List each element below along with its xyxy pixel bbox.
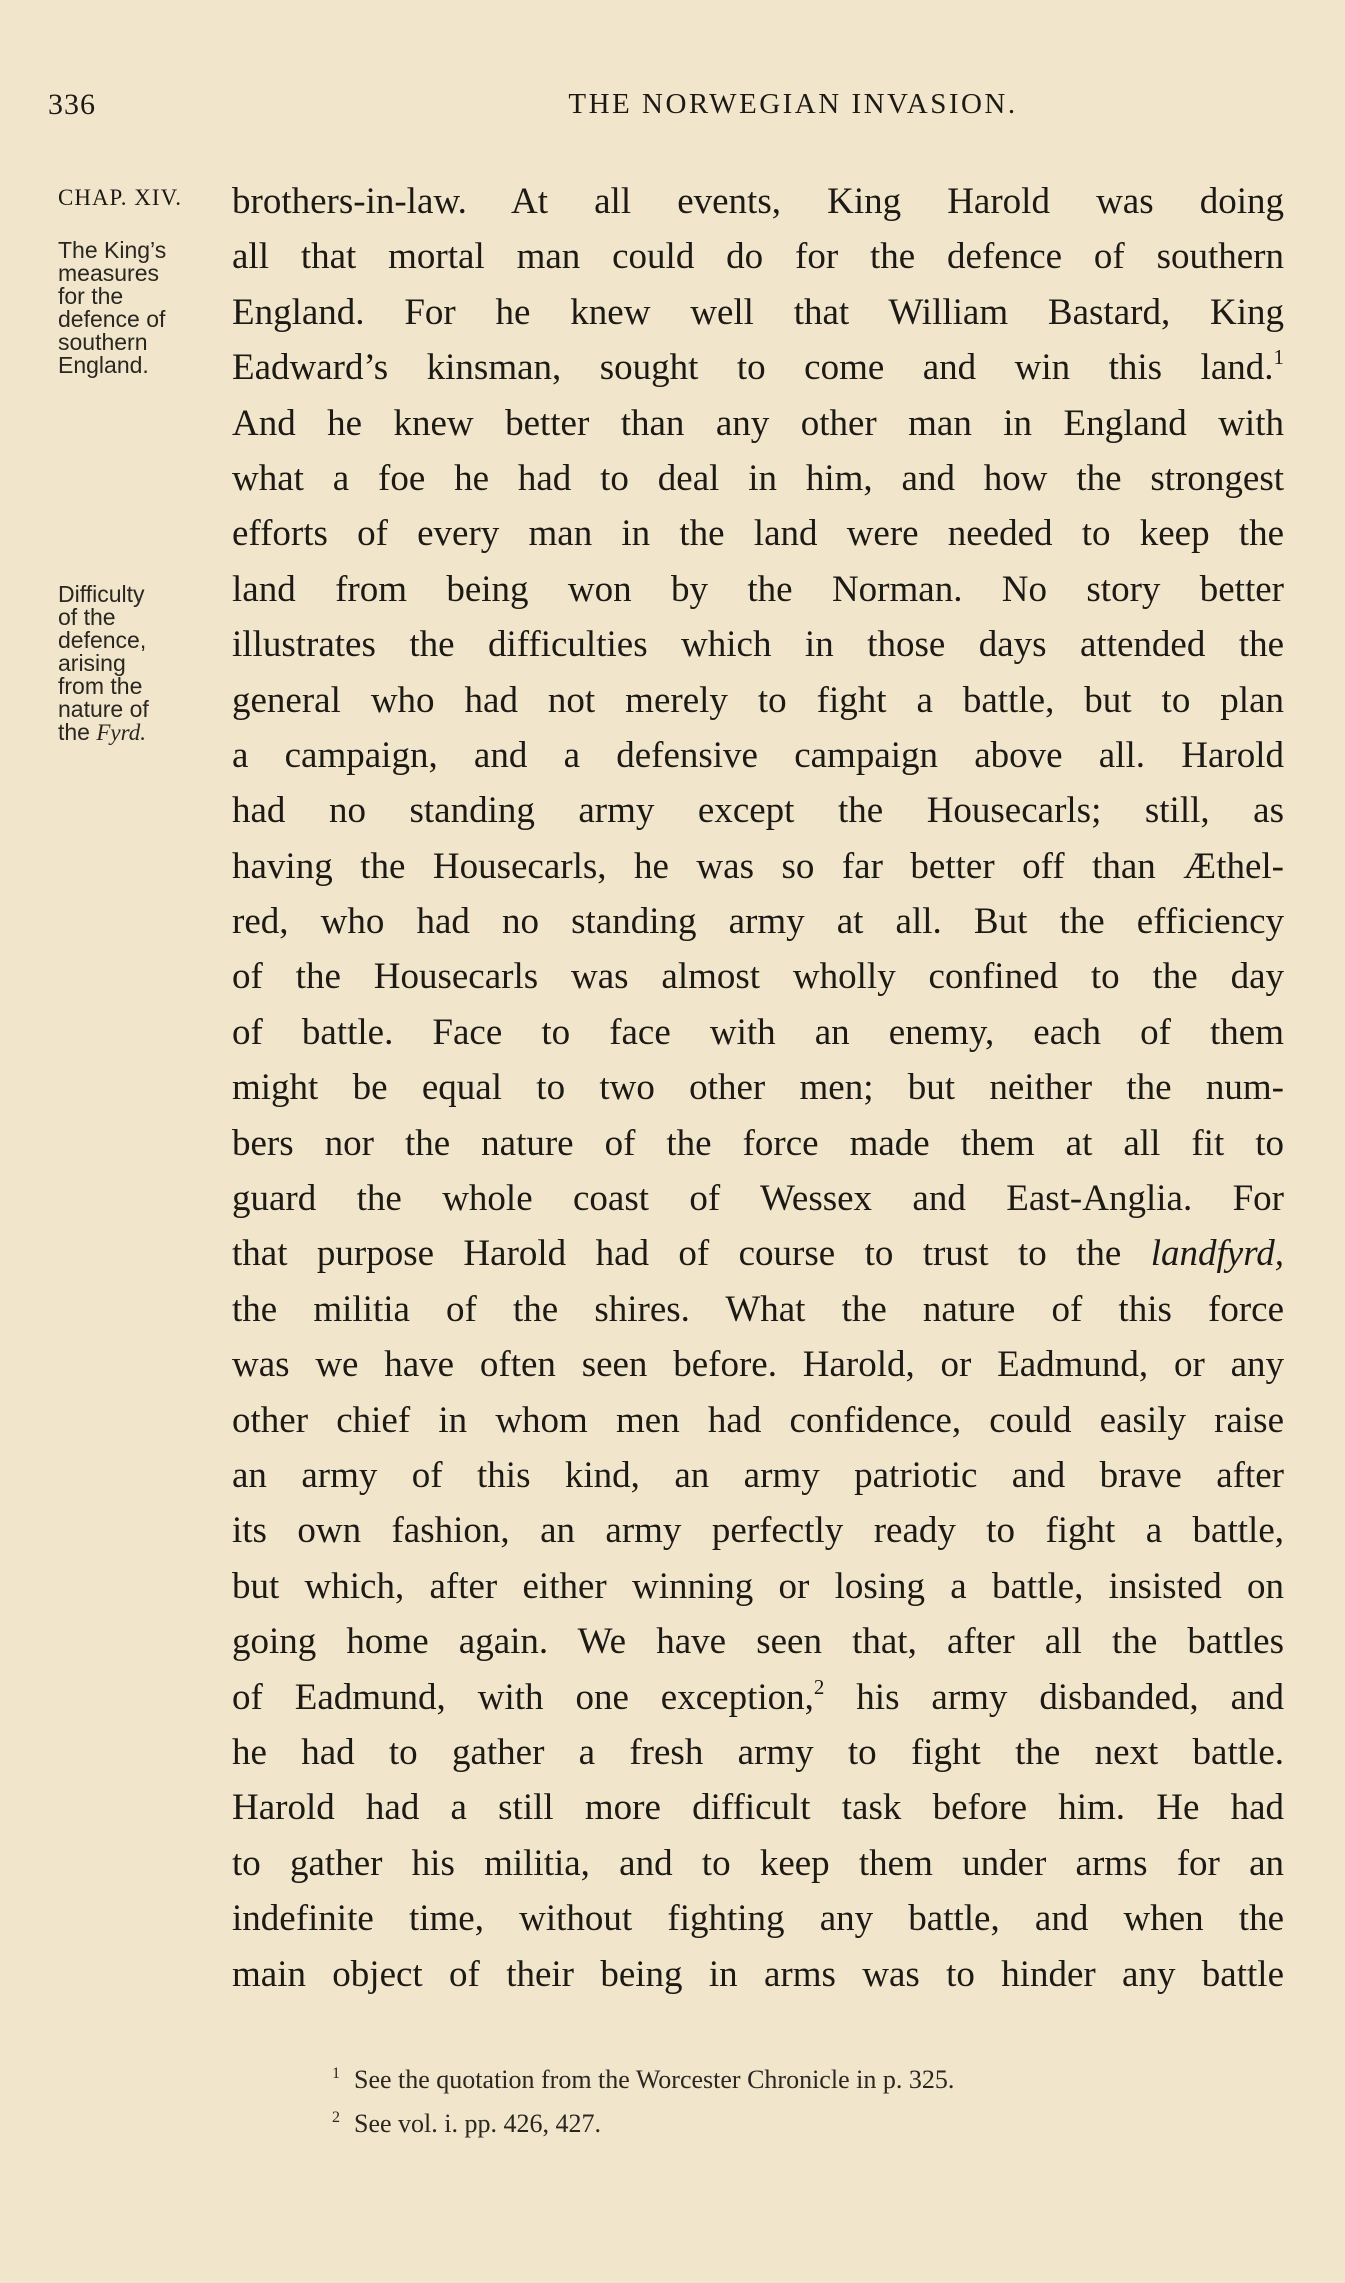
italic-term: landfyrd, bbox=[1150, 1233, 1284, 1275]
text-line: he had to gather a fresh army to fight the next battle. bbox=[232, 1731, 1284, 1773]
footnote bbox=[332, 2055, 1282, 2099]
text-line: And he knew better than any other man in England with bbox=[232, 402, 1284, 444]
text-line: bers nor the nature of the force made them at all fit to bbox=[232, 1122, 1284, 1164]
footnotes bbox=[332, 2055, 1282, 2143]
sidenote-line: southern bbox=[58, 329, 148, 355]
text-line: a campaign, and a defensive campaign above all. Harold bbox=[232, 734, 1284, 776]
text-line: but which, after either winning or losing a battle, insisted on bbox=[232, 1565, 1284, 1607]
sidenote-prefix: the bbox=[58, 719, 97, 745]
text-line: Harold had a still more difficult task before him. He had bbox=[232, 1787, 1284, 1829]
footnote bbox=[332, 2099, 1282, 2143]
sidenote-line: for the bbox=[58, 283, 124, 309]
text-line: an army of this kind, an army patriotic and brave after bbox=[232, 1454, 1284, 1496]
text-line: brothers-in-law. At all events, King Harold was doing bbox=[232, 181, 1284, 222]
running-title: THE NORWEGIAN INVASION. bbox=[568, 88, 1018, 120]
margin-column bbox=[58, 183, 233, 745]
footnote-text: See the quotation from the Worcester Chronicle in p. 325. bbox=[354, 2065, 955, 2094]
text-line bbox=[232, 1226, 1284, 1281]
text-line: guard the whole coast of Wessex and East-Anglia. For bbox=[232, 1178, 1284, 1220]
sidenote-line: measures bbox=[58, 260, 159, 286]
body-text bbox=[232, 174, 1284, 2002]
footnote-ref: 2 bbox=[813, 1674, 825, 1699]
text-line bbox=[232, 340, 1284, 395]
running-head bbox=[48, 88, 1288, 128]
sidenote-line: from the bbox=[58, 673, 143, 699]
sidenote-line bbox=[58, 721, 233, 744]
sidenote-line: defence of bbox=[58, 306, 166, 332]
text-line: of the Housecarls was almost wholly confined to the day bbox=[232, 956, 1284, 998]
text-line: might be equal to two other men; but neither the num- bbox=[232, 1067, 1284, 1109]
sidenote-line: defence, bbox=[58, 627, 147, 653]
text-line: general who had not merely to fight a battle, but to plan bbox=[232, 679, 1284, 721]
text-line: was we have often seen before. Harold, or Eadmund, or any bbox=[232, 1344, 1284, 1386]
sidenote-kings-measures bbox=[58, 239, 233, 377]
sidenote-italic: Fyrd. bbox=[96, 720, 146, 745]
page-number: 336 bbox=[48, 88, 96, 121]
sidenote-line: Difficulty bbox=[58, 581, 145, 607]
text-line: the militia of the shires. What the nature of this force bbox=[232, 1288, 1284, 1330]
text-line: all that mortal man could do for the defence of southern bbox=[232, 236, 1284, 278]
text-line: having the Housecarls, he was so far better off than Æthel- bbox=[232, 845, 1284, 887]
text-line: indefinite time, without fighting any battle, and when the bbox=[232, 1898, 1284, 1940]
sidenote-difficulty bbox=[58, 583, 233, 744]
text-line: had no standing army except the Housecarls; still, as bbox=[232, 790, 1284, 832]
text-line: main object of their being in arms was to hinder any battle bbox=[232, 1953, 1284, 1995]
footnote-text: See vol. i. pp. 426, 427. bbox=[354, 2109, 601, 2138]
text-line: illustrates the difficulties which in those days attended the bbox=[232, 624, 1284, 666]
text-line: what a foe he had to deal in him, and how the strongest bbox=[232, 457, 1284, 499]
footnote-mark: 2 bbox=[332, 2109, 340, 2126]
sidenote-line: arising bbox=[58, 650, 126, 676]
text-line: red, who had no standing army at all. But the efficiency bbox=[232, 901, 1284, 943]
text-segment: that purpose Harold had of course to trust to the bbox=[232, 1233, 1151, 1275]
text-line: its own fashion, an army perfectly ready to fight a battle, bbox=[232, 1510, 1284, 1552]
text-line: other chief in whom men had confidence, could easily raise bbox=[232, 1399, 1284, 1441]
footnote-mark: 1 bbox=[332, 2065, 340, 2082]
sidenote-line: nature of bbox=[58, 696, 149, 722]
text-line: efforts of every man in the land were needed to keep the bbox=[232, 513, 1284, 555]
text-line: to gather his militia, and to keep them under arms for an bbox=[232, 1842, 1284, 1884]
text-line: going home again. We have seen that, after all the battles bbox=[232, 1621, 1284, 1663]
text-segment: of Eadmund, with one exception, bbox=[232, 1676, 814, 1718]
chapter-label: CHAP. XIV. bbox=[58, 185, 182, 210]
sidenote-line: England. bbox=[58, 352, 149, 378]
text-segment: Eadward’s kinsman, sought to come and win this land. bbox=[232, 347, 1274, 389]
text-line bbox=[232, 1670, 1284, 1725]
text-line: England. For he knew well that William Bastard, King bbox=[232, 291, 1284, 333]
sidenote-line: of the bbox=[58, 604, 116, 630]
text-line: land from being won by the Norman. No story better bbox=[232, 568, 1284, 610]
sidenote-line: The King’s bbox=[58, 237, 167, 263]
text-line: of battle. Face to face with an enemy, each of them bbox=[232, 1011, 1284, 1053]
footnote-ref: 1 bbox=[1273, 345, 1284, 370]
text-segment: his army disbanded, and bbox=[824, 1676, 1284, 1718]
